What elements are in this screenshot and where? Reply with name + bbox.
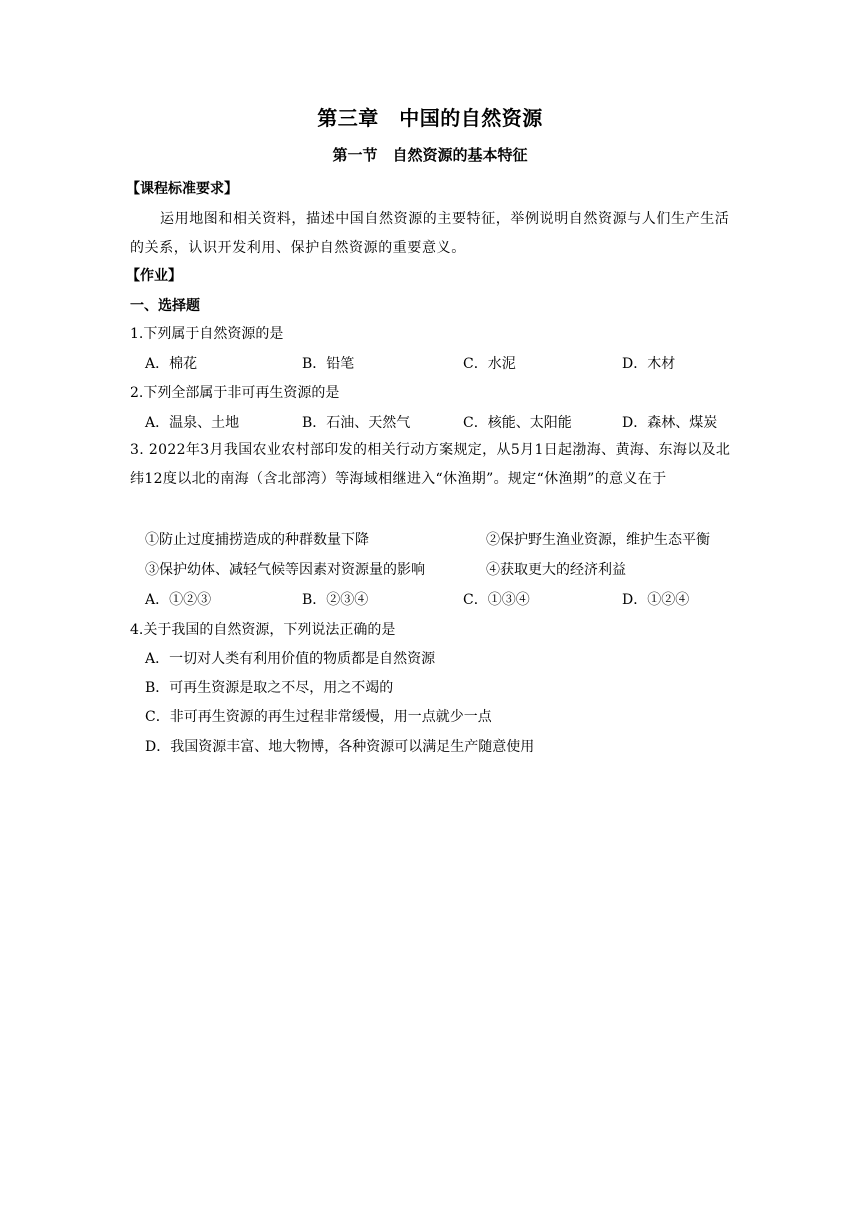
question-1-option-d: D．木材 (622, 356, 676, 372)
question-2-option-a: A．温泉、土地 (145, 415, 240, 431)
question-3-option-d: D．①②④ (622, 592, 690, 608)
standards-heading: 【课程标准要求】 (126, 181, 238, 197)
question-4-option-a: A．一切对人类有利用价值的物质都是自然资源 (145, 651, 436, 667)
question-3-option-c: C．①③④ (463, 592, 530, 608)
question-4-option-b: B．可再生资源是取之不尽，用之不竭的 (145, 680, 394, 696)
question-1-option-c: C．水泥 (463, 356, 516, 372)
question-1-option-b: B．铅笔 (302, 356, 355, 372)
homework-heading: 【作业】 (126, 268, 182, 284)
question-1-stem: 1.下列属于自然资源的是 (130, 326, 284, 342)
question-4-stem: 4.关于我国的自然资源，下列说法正确的是 (130, 622, 396, 638)
question-3-stem: 3. 2022年3月我国农业农村部印发的相关行动方案规定，从5月1日起渤海、黄海、东海以及北纬12度以北的南海（含北部湾）等海域相继进入“休渔期”。规定“休渔期”的意义在于 (130, 442, 731, 487)
question-2-stem: 2.下列全部属于非可再生资源的是 (130, 385, 340, 401)
question-3-statement-4: ④获取更大的经济利益 (486, 562, 626, 578)
section-title: 第一节 自然资源的基本特征 (332, 146, 528, 164)
question-3-statement-2: ②保护野生渔业资源，维护生态平衡 (486, 532, 710, 548)
question-3-option-a: A．①②③ (145, 592, 212, 608)
question-1-option-a: A．棉花 (145, 356, 198, 372)
part-title: 一、选择题 (130, 298, 200, 314)
question-3-option-b: B．②③④ (302, 592, 369, 608)
question-3-statement-3: ③保护幼体、减轻气候等因素对资源量的影响 (145, 562, 425, 578)
question-2-option-b: B．石油、天然气 (302, 415, 411, 431)
standards-text: 运用地图和相关资料，描述中国自然资源的主要特征，举例说明自然资源与人们生产生活的关系，认识开发利用、保护自然资源的重要意义。 (130, 211, 730, 256)
question-2-option-d: D．森林、煤炭 (622, 415, 718, 431)
chapter-title: 第三章 中国的自然资源 (317, 106, 543, 130)
question-4-option-c: C．非可再生资源的再生过程非常缓慢，用一点就少一点 (145, 709, 492, 725)
question-4-option-d: D．我国资源丰富、地大物博，各种资源可以满足生产随意使用 (145, 739, 535, 755)
question-2-option-c: C．核能、太阳能 (463, 415, 572, 431)
question-3-statement-1: ①防止过度捕捞造成的种群数量下降 (145, 532, 369, 548)
